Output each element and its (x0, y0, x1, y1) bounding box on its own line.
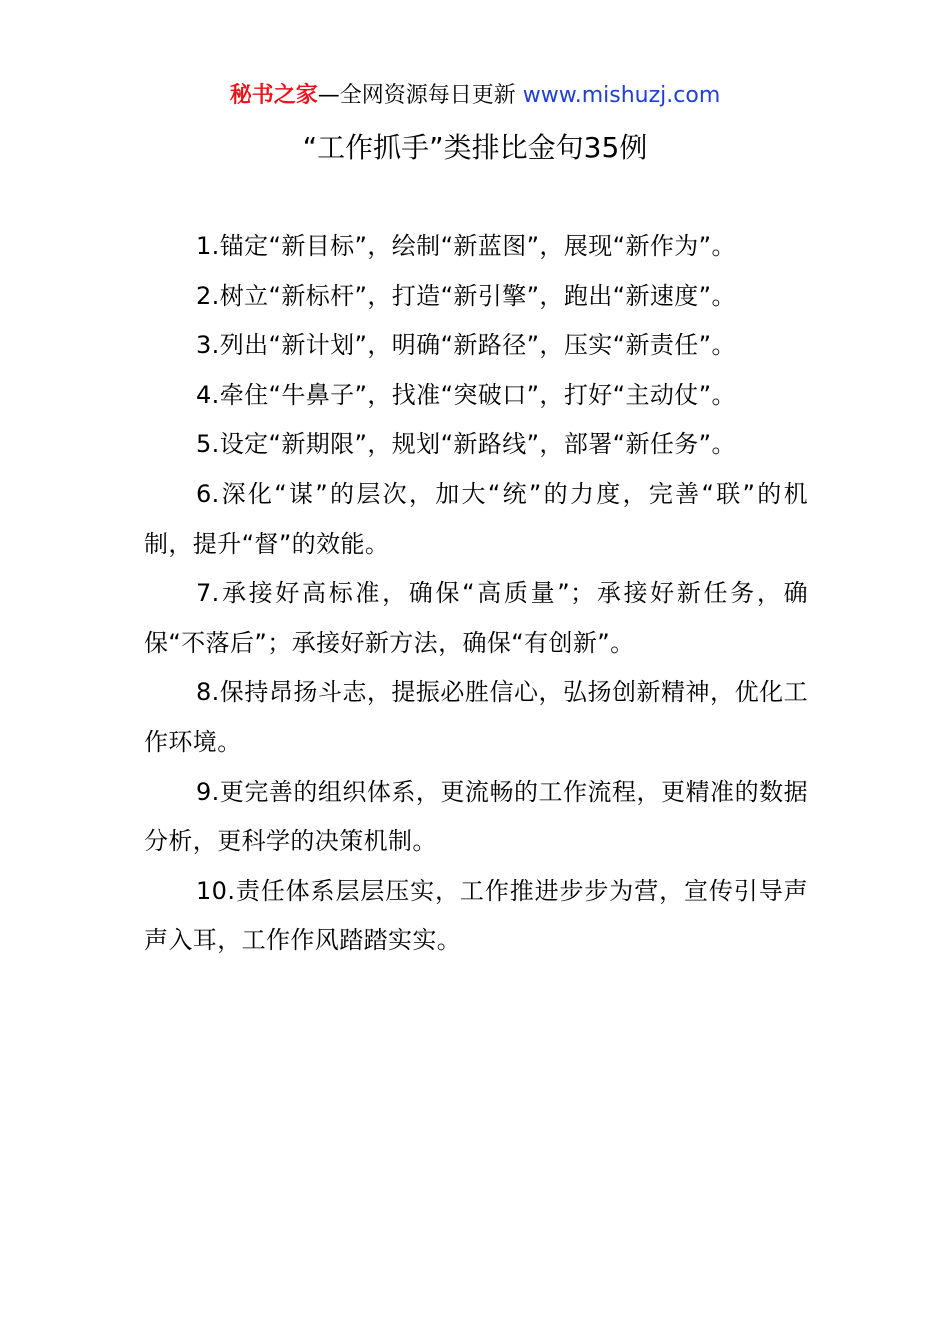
paragraph-1: 1.锚定“新目标”，绘制“新蓝图”，展现“新作为”。 (196, 232, 736, 260)
paragraph-9: 9.更完善的组织体系，更流畅的工作流程，更精准的数据分析，更科学的决策机制。 (144, 777, 808, 856)
paragraph-8: 8.保持昂扬斗志，提振必胜信心，弘扬创新精神，优化工作环境。 (144, 678, 808, 756)
paragraph-10: 10.责任体系层层压实，工作推进步步为营，宣传引导声声入耳，工作作风踏踏实实。 (144, 876, 808, 955)
site-url-link[interactable]: www.mishuzj.com (522, 83, 721, 108)
paragraph-7: 7.承接好高标准，确保“高质量”；承接好新任务，确保“不落后”；承接好新方法，确保“有创新”。 (144, 579, 808, 657)
paragraph-2: 2.树立“新标杆”，打造“新引擎”，跑出“新速度”。 (196, 281, 736, 310)
header-tagline: —全网资源每日更新 (317, 83, 523, 108)
brand-name: 秘书之家 (229, 83, 318, 108)
site-header (0, 80, 950, 112)
paragraph-3: 3.列出“新计划”，明确“新路径”，压实“新责任”。 (196, 331, 736, 360)
document-title: “工作抓手”类排比金句35例 (302, 131, 648, 164)
paragraph-4: 4.牵住“牛鼻子”，找准“突破口”，打好“主动仗”。 (196, 380, 736, 409)
paragraph-6: 6.深化“谋”的层次，加大“统”的力度，完善“联”的机制，提升“督”的效能。 (144, 479, 808, 558)
document-body (144, 222, 808, 966)
paragraph-5: 5.设定“新期限”，规划“新路线”，部署“新任务”。 (196, 430, 736, 459)
